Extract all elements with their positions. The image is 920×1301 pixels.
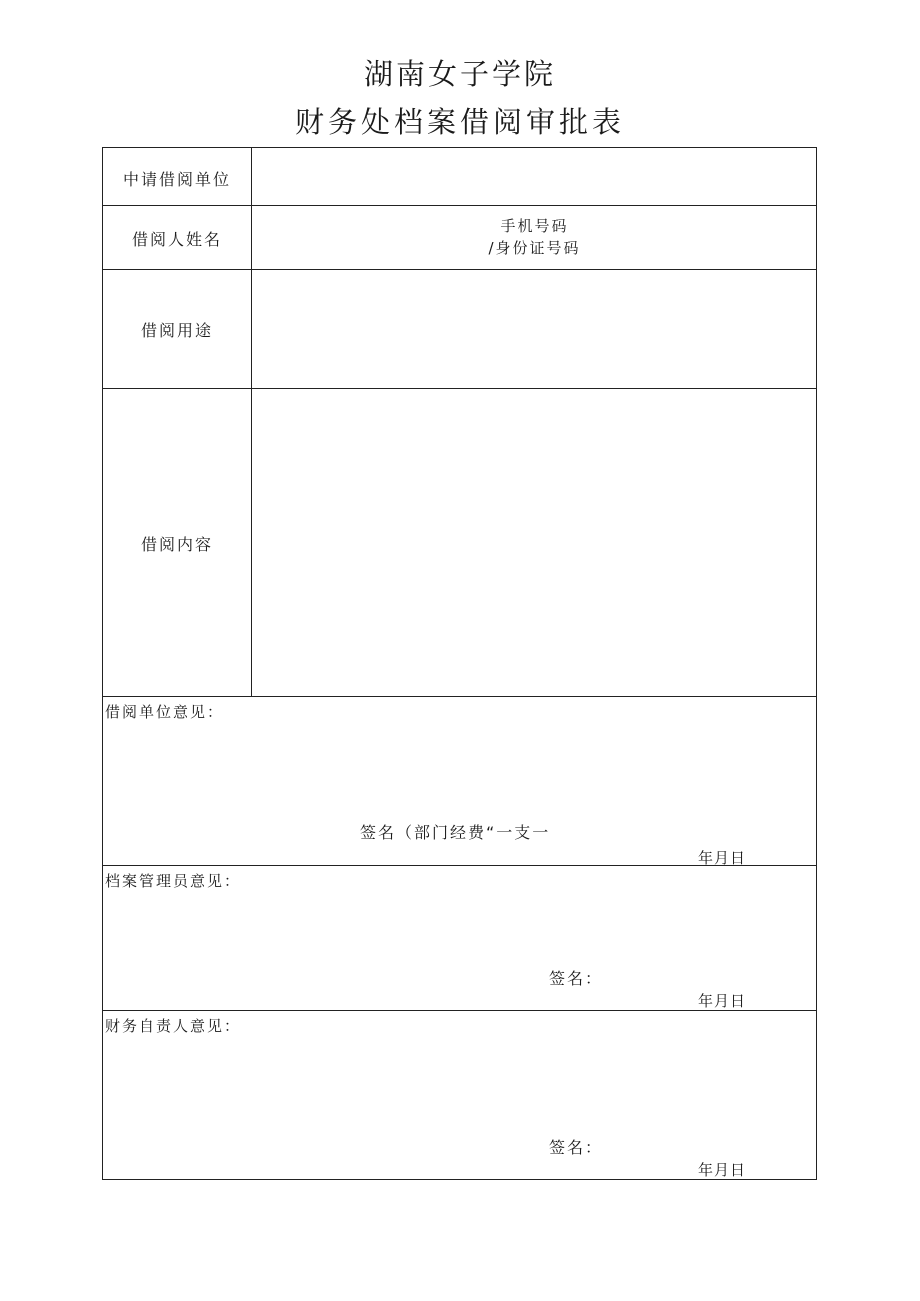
archivist-opinion-heading: 档案管理员意见： bbox=[105, 872, 242, 890]
finance-date-label: 年月日 bbox=[698, 1161, 747, 1179]
unit-signature-label: 签名（部门经费“一支一 bbox=[360, 823, 551, 842]
finance-opinion-heading: 财务自责人意见： bbox=[105, 1017, 242, 1035]
school-name: 湖南女子学院 bbox=[363, 57, 556, 91]
finance-signature-label: 签名： bbox=[549, 1138, 604, 1157]
archivist-date-label: 年月日 bbox=[698, 992, 747, 1010]
phone-label-line1: 手机号码 bbox=[500, 217, 569, 235]
archivist-signature-label: 签名： bbox=[549, 969, 604, 988]
form-title: 财务处档案借阅审批表 bbox=[294, 105, 625, 139]
content-label: 借阅内容 bbox=[140, 535, 213, 554]
unit-date-label: 年月日 bbox=[698, 849, 747, 867]
applicant-unit-label: 中请借阅单位 bbox=[122, 170, 231, 189]
purpose-label: 借阅用途 bbox=[140, 321, 213, 340]
borrower-name-label: 借阅人姓名 bbox=[131, 230, 222, 249]
purpose-field[interactable] bbox=[252, 269, 816, 388]
applicant-unit-field[interactable] bbox=[252, 148, 816, 205]
content-field[interactable] bbox=[252, 388, 816, 696]
row-divider bbox=[103, 696, 816, 697]
phone-label-line2: /身份证号码 bbox=[488, 239, 581, 257]
approval-form-table bbox=[102, 147, 817, 1180]
unit-opinion-heading: 借阅单位意见： bbox=[105, 703, 225, 721]
phone-id-label bbox=[251, 215, 818, 259]
